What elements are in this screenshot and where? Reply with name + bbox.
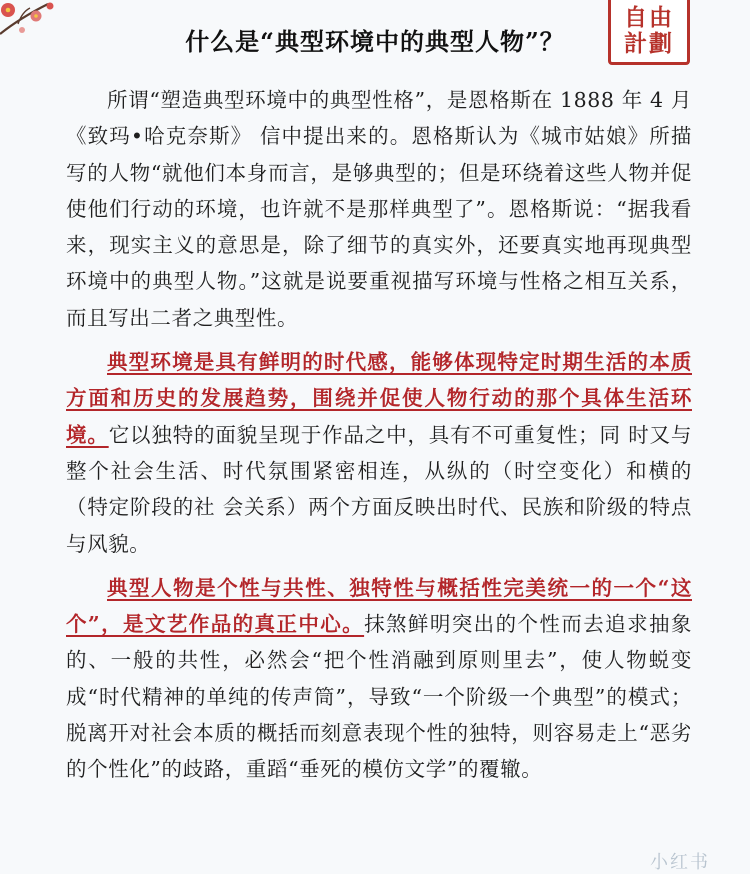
page-title: 什么是“典型环境中的典型人物”？ bbox=[185, 27, 565, 56]
paragraph-typical-character bbox=[66, 570, 692, 788]
highlight-typical-environment-definition: 典型环境是具有鲜明的时代感，能够体现特定时期生活的本质方面和历史的发展趋势，围绕并促使人物行动的那个具体生活环境。 bbox=[66, 350, 692, 447]
article-body bbox=[66, 82, 692, 796]
paragraph-typical-character-rest: 抹煞鲜明突出的个性而去追求抽象的、一般的共性，必然会“把个性消融到原则里去”，使人物蜕变成“时代精神的单纯的传声筒”，导致“一个阶级一个典型”的模式；脱离开对社会本质的概括而刻意表现个性的独特，则容易走上“恶劣的个性化”的歧路，重蹈“垂死的模仿文学”的覆辙。 bbox=[66, 612, 692, 782]
paragraph-engels-origin: 所谓“塑造典型环境中的典型性格”，是恩格斯在 1888 年 4 月《致玛•哈克奈斯》 信中提出来的。恩格斯认为《城市姑娘》所描写的人物“就他们本身而言，是够典型的；但是环绕着这些人物并促使他们行动的环境，也许就不是那样典型了”。恩格斯说：“据我看来，现实主义的意思是，除了细节的真实外，还要真实地再现典型环境中的典型人物。”这就是说要重视描写环境与性格之相互关系，而且写出二者之典型性。 bbox=[66, 88, 692, 330]
highlight-typical-character-definition: 典型人物是个性与共性、独特性与概括性完美统一的一个“这个”，是文艺作品的真正中心。 bbox=[66, 575, 692, 637]
seal-stamp-logo bbox=[608, 0, 690, 65]
seal-line-2: 計劃 bbox=[624, 30, 674, 57]
seal-line-1: 自由 bbox=[624, 4, 674, 31]
paragraph-typical-environment bbox=[66, 344, 692, 562]
paragraph-typical-environment-rest: 它以独特的面貌呈现于作品之中，具有不可重复性；同 时又与整个社会生活、时代氛围紧密相连，从纵的（时空变化）和横的（特定阶段的社 会关系）两个方面反映出时代、民族和阶级的特点与风貌。 bbox=[66, 422, 692, 556]
watermark-text: 小红书 bbox=[650, 852, 710, 873]
